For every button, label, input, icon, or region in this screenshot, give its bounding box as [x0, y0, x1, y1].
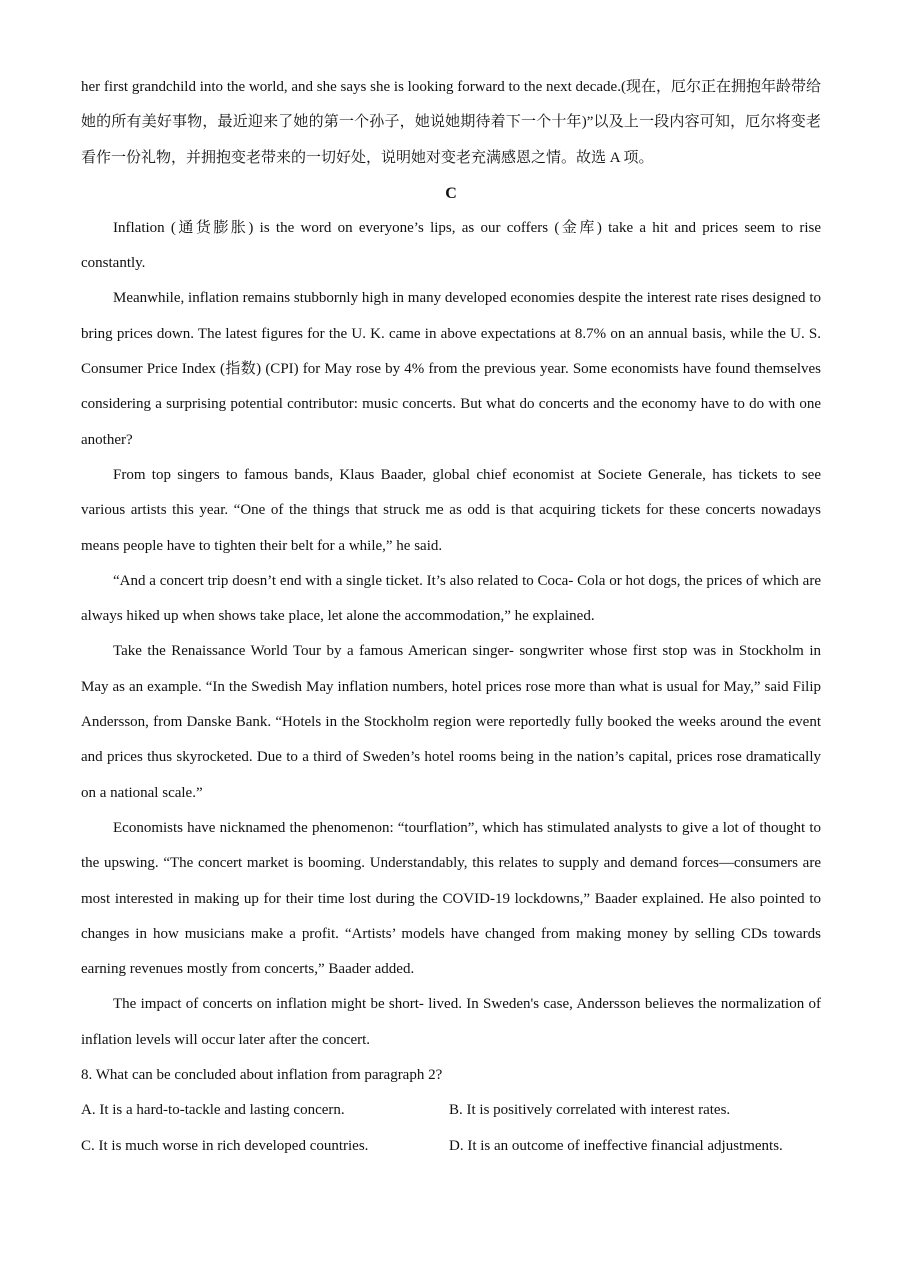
option-b: B. It is positively correlated with interest rates. [449, 1102, 731, 1119]
passage-paragraph-3: From top singers to famous bands, Klaus Baader, global chief economist at Societe Generale, has tickets to see various artists this year. “One of the things that struck me as odd is that acquiring tickets for these concerts nowadays means people have to tighten their belt for a while,” he said. [81, 466, 821, 554]
option-d: D. It is an outcome of ineffective financial adjustments. [449, 1137, 783, 1154]
section-title: C [445, 184, 457, 202]
passage-paragraph-5: Take the Renaissance World Tour by a famous American singer- songwriter whose first stop was in Stockholm in May as an example. “In the Swedish May inflation numbers, hotel prices rose more than what is usual for May,” said Filip Andersson, from Danske Bank. “Hotels in the Stockholm region were reportedly fully booked the weeks around the event and prices thus skyrocketed. Due to a third of Sweden’s hotel rooms being in the nation’s capital, prices rose dramatically on a national scale.” [81, 643, 821, 801]
option-a: A. It is a hard-to-tackle and lasting concern. [81, 1102, 345, 1119]
question-stem: 8. What can be concluded about inflation from paragraph 2? [81, 1067, 443, 1084]
passage-paragraph-4: “And a concert trip doesn’t end with a single ticket. It’s also related to Coca- Cola or hot dogs, the prices of which are always hiked up when shows take place, let alone the accommodation,” he explained. [81, 572, 821, 625]
question-block [81, 1058, 821, 1164]
passage-paragraph-6: Economists have nicknamed the phenomenon: “tourflation”, which has stimulated analysts to give a lot of thought to the upswing. “The concert market is booming. Understandably, this relates to supply and demand forces—consumers are most interested in making up for their time lost during the COVID-19 lockdowns,” Baader explained. He also pointed to changes in how musicians make a profit. “Artists’ models have changed from making money by selling CDs towards earning revenues mostly from concerts,” Baader added. [81, 819, 821, 978]
previous-answer-explanation: her first grandchild into the world, and she says she is looking forward to the next decade.(现在，厄尔正在拥抱年龄带给她的所有美好事物，最近迎来了她的第一个孙子，她说她期待着下一个十年)”以及上一段内容可知，厄尔将变老看作一份礼物，并拥抱变老带来的一切好处，说明她对变老充满感恩之情。故选 A 项。 [81, 79, 821, 166]
option-c: C. It is much worse in rich developed countries. [81, 1137, 369, 1154]
passage-paragraph-1: Inflation (通货膨胀) is the word on everyone’s lips, as our coffers (金库) take a hit and prices seem to rise constantly. [81, 219, 821, 272]
passage-paragraph-2: Meanwhile, inflation remains stubbornly high in many developed economies despite the interest rate rises designed to bring prices down. The latest figures for the U. K. came in above expectations at 8.7% on an annual basis, while the U. S. Consumer Price Index (指数) (CPI) for May rose by 4% from the previous year. Some economists have found themselves considering a surprising potential contributor: music concerts. But what do concerts and the economy have to do with one another? [81, 290, 821, 448]
document-page [81, 70, 821, 1164]
passage-paragraph-7: The impact of concerts on inflation might be short- lived. In Sweden's case, Andersson believes the normalization of inflation levels will occur later after the concert. [81, 996, 821, 1048]
reading-passage [81, 211, 821, 1058]
answer-options [81, 1093, 821, 1164]
